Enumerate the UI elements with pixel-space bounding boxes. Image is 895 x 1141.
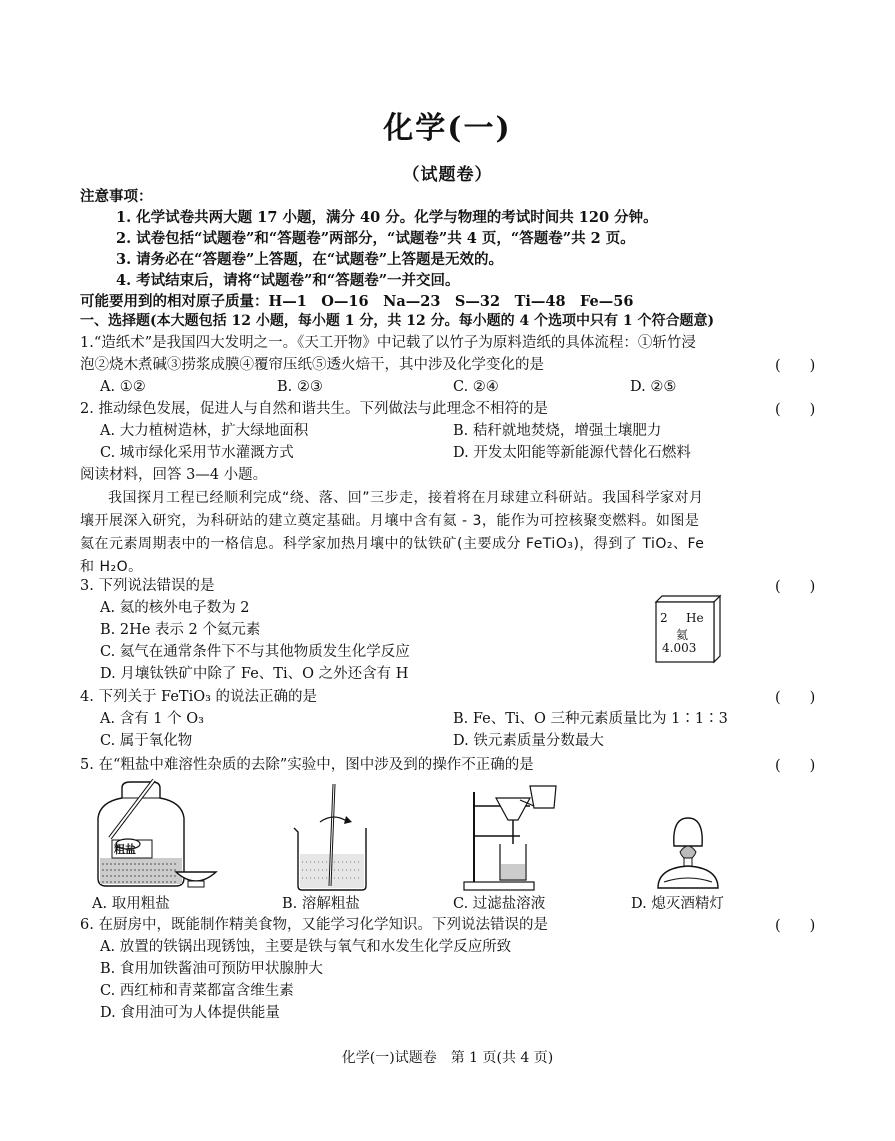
notice-item: 3. 请务必在“答题卷”上答题，在“试题卷”上答题是无效的。	[116, 251, 504, 268]
q6-option-b: B. 食用加铁酱油可预防甲状腺肿大	[100, 961, 323, 977]
q3-option-b: B. 2He 表示 2 个氦元素	[100, 622, 261, 638]
reading-intro: 阅读材料，回答 3—4 小题。	[80, 467, 268, 483]
q1-option-a: A. ①②	[100, 379, 146, 395]
reading-line: 我国探月工程已经顺利完成“绕、落、回”三步走，接着将在月球建立科研站。我国科学家对月	[108, 490, 704, 506]
page-subtitle: （试题卷）	[402, 165, 493, 185]
q4-option-c: C. 属于氧化物	[100, 733, 193, 749]
atomic-masses: 可能要用到的相对原子质量：H—1 O—16 Na—23 S—32 Ti—48 Fe—56	[80, 293, 634, 310]
element-mass: 4.003	[662, 641, 697, 655]
q3-stem: 3. 下列说法错误的是	[80, 578, 215, 594]
answer-bracket: ( )	[775, 579, 816, 595]
element-symbol: He	[686, 611, 704, 625]
notice-item: 4. 考试结束后，请将“试题卷”和“答题卷”一并交回。	[116, 272, 460, 289]
q5-caption-c: C. 过滤盐溶液	[453, 896, 546, 912]
q6-option-d: D. 食用油可为人体提供能量	[100, 1005, 280, 1021]
q1-stem-line2: 泡②烧木煮碱③捞浆成膜④覆帘压纸⑤透火焙干，其中涉及化学变化的是	[80, 357, 544, 373]
q6-option-a: A. 放置的铁锅出现锈蚀，主要是铁与氧气和水发生化学反应所致	[100, 939, 512, 955]
q5-caption-a: A. 取用粗盐	[92, 896, 170, 912]
q3-option-a: A. 氦的核外电子数为 2	[100, 600, 250, 616]
reading-line: 氦在元素周期表中的一格信息。科学家加热月壤中的钛铁矿(主要成分 FeTiO₃)，得到了 TiO₂、Fe	[80, 536, 705, 552]
q6-stem: 6. 在厨房中，既能制作精美食物，又能学习化学知识。下列说法错误的是	[80, 917, 548, 933]
answer-bracket: ( )	[775, 758, 816, 774]
filtration-illustration	[460, 782, 580, 892]
q5-caption-d: D. 熄灭酒精灯	[631, 896, 724, 912]
element-name: 氦	[676, 628, 689, 642]
q1-stem-line1: 1.“造纸术”是我国四大发明之一。《天工开物》中记载了以竹子为原料造纸的具体流程：①斩竹浸	[80, 335, 696, 351]
q1-option-d: D. ②⑤	[630, 379, 677, 395]
q4-option-a: A. 含有 1 个 O₃	[100, 711, 204, 727]
element-number: 2	[660, 611, 668, 625]
page-footer: 化学(一)试题卷 第 1 页(共 4 页)	[341, 1050, 554, 1066]
q2-option-d: D. 开发太阳能等新能源代替化石燃料	[453, 445, 691, 461]
q2-option-a: A. 大力植树造林，扩大绿地面积	[100, 423, 309, 439]
section-heading: 一、选择题(本大题包括 12 小题，每小题 1 分，共 12 分。每小题的 4 个选项中只有 1 个符合题意)	[80, 313, 715, 329]
q1-option-b: B. ②③	[277, 379, 323, 395]
page-title: 化学(一)	[383, 111, 512, 146]
jar-label: 粗盐	[114, 843, 136, 856]
q5-stem: 5. 在“粗盐中难溶性杂质的去除”实验中，图中涉及到的操作不正确的是	[80, 757, 534, 773]
q2-stem: 2. 推动绿色发展，促进人与自然和谐共生。下列做法与此理念不相符的是	[80, 401, 548, 417]
answer-bracket: ( )	[775, 358, 816, 374]
reading-line: 和 H₂O。	[80, 559, 143, 575]
q2-option-c: C. 城市绿化采用节水灌溉方式	[100, 445, 294, 461]
q4-option-d: D. 铁元素质量分数最大	[453, 733, 604, 749]
answer-bracket: ( )	[775, 402, 816, 418]
q1-option-c: C. ②④	[453, 379, 499, 395]
q2-option-b: B. 秸秆就地焚烧，增强土壤肥力	[453, 423, 662, 439]
q4-option-b: B. Fe、Ti、O 三种元素质量比为 1∶1∶3	[453, 711, 728, 727]
q3-option-c: C. 氦气在通常条件下不与其他物质发生化学反应	[100, 644, 410, 660]
beaker-illustration	[284, 782, 380, 892]
q4-stem: 4. 下列关于 FeTiO₃ 的说法正确的是	[80, 689, 318, 705]
notice-heading: 注意事项：	[80, 188, 153, 205]
salt-jar-illustration	[92, 778, 232, 890]
reading-line: 壤开展深入研究，为科研站的建立奠定基础。月壤中含有氦 - 3，能作为可控核聚变燃料。如图是	[80, 513, 700, 529]
q6-option-c: C. 西红柿和青菜都富含维生素	[100, 983, 294, 999]
answer-bracket: ( )	[775, 690, 816, 706]
notice-item: 1. 化学试卷共两大题 17 小题，满分 40 分。化学与物理的考试时间共 120 分钟。	[116, 209, 658, 226]
q3-option-d: D. 月壤钛铁矿中除了 Fe、Ti、O 之外还含有 H	[100, 666, 409, 682]
notice-item: 2. 试卷包括“试题卷”和“答题卷”两部分，“试题卷”共 4 页，“答题卷”共 2 页。	[116, 230, 635, 247]
q5-caption-b: B. 溶解粗盐	[282, 896, 360, 912]
answer-bracket: ( )	[775, 918, 816, 934]
alcohol-lamp-illustration	[650, 812, 720, 892]
